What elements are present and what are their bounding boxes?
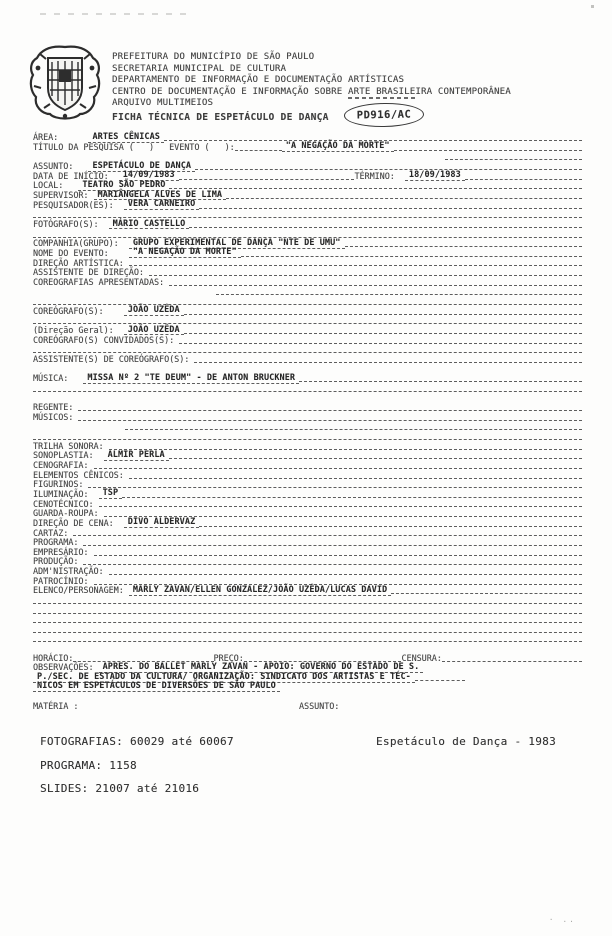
dashed-line	[179, 342, 582, 344]
field-label: GUARDA-ROUPA:	[33, 508, 104, 519]
dashed-line	[129, 264, 582, 266]
field-label: COMPANHIA(GRUPO):	[33, 238, 129, 249]
dashed-line	[94, 554, 582, 556]
form-row	[33, 538, 582, 548]
dashed-line	[149, 274, 582, 276]
dashed-line	[235, 149, 282, 151]
form-row	[33, 680, 582, 693]
field-label: TÉRMINO:	[354, 170, 405, 181]
dashed-line	[122, 496, 582, 498]
field-label: ASSISTENTE(S) DE COREÓGRAFO(S):	[33, 353, 195, 364]
form-row	[33, 432, 582, 442]
form-row	[33, 384, 582, 394]
form-row	[33, 583, 582, 596]
form-row	[33, 605, 582, 615]
stamp-dash-mark	[348, 97, 418, 99]
field-label: PESQUISADOR(ES):	[33, 199, 124, 210]
field-label: SONOPLASTIA:	[33, 450, 104, 461]
field-label: MÚSICOS:	[33, 411, 79, 422]
dashed-line	[78, 419, 582, 421]
form-row	[33, 403, 582, 413]
field-label: CENOTÉCNICO:	[33, 498, 99, 509]
dashed-line	[33, 390, 582, 392]
field-label: SUPERVISOR:	[33, 190, 94, 201]
form-row	[33, 278, 582, 288]
field-label: ÁREA:	[33, 132, 89, 143]
dashed-line	[199, 207, 582, 209]
field-value: MARIÂNGELA ALVES DE LIMA	[94, 190, 227, 201]
form-row	[33, 634, 582, 644]
dashed-line	[445, 158, 582, 160]
form-row	[33, 413, 582, 423]
field-value: "A NEGAÇÃO DA MORTE"	[282, 141, 394, 152]
dashed-line	[442, 660, 582, 662]
form-row	[33, 644, 582, 654]
field-value: JOÃO UZÊDA	[124, 325, 184, 336]
dashed-line	[394, 149, 582, 151]
form-row	[33, 702, 582, 712]
field-label: NOME DO EVENTO:	[33, 247, 129, 258]
field-value: VERA CARNEIRO	[124, 199, 200, 210]
form-row	[33, 557, 582, 567]
spacer	[33, 296, 216, 297]
dashed-line	[194, 361, 582, 363]
dashed-line	[195, 168, 582, 170]
dashed-line	[129, 477, 582, 479]
org-line: PREFEITURA DO MUNICÍPIO DE SÃO PAULO	[112, 52, 315, 62]
field-label: EMPRESÁRIO:	[33, 546, 94, 557]
dashed-line	[189, 226, 582, 228]
scan-artifact-dot	[591, 5, 594, 8]
dashed-line	[169, 284, 582, 286]
field-label: DIREÇÃO ARTÍSTICA:	[33, 257, 129, 268]
dashed-line	[465, 178, 582, 180]
field-label: ASSUNTO:	[299, 701, 340, 712]
dashed-line	[169, 187, 582, 189]
field-value: TSP	[99, 488, 123, 499]
field-label: PROGRAMA:	[33, 537, 84, 548]
dashed-line	[109, 448, 582, 450]
org-line: SECRETARIA MUNICIPAL DE CULTURA	[112, 63, 287, 74]
dashed-line	[199, 525, 582, 527]
form-title: FICHA TÉCNICA DE ESPETÁCULO DE DANÇA	[112, 112, 329, 123]
form-row	[33, 140, 582, 153]
field-value: NICOS EM ESPETÁCULOS DE DIVERSÕES DE SÃO PAULO	[33, 681, 280, 692]
field-value: DIVO ALDERVAZ	[124, 517, 200, 528]
field-label: PATROCÍNIO:	[33, 575, 94, 586]
dashed-line	[241, 255, 582, 257]
dashed-line	[83, 544, 582, 546]
field-label: ELENCO/PERSONAGEM:	[33, 585, 129, 596]
form-row	[33, 371, 582, 384]
org-line: CENTRO DE DOCUMENTAÇÃO E INFORMAÇÃO SOBRE ARTE BRASILEIRA CONTEMPORÂNEA	[112, 86, 511, 97]
field-value: TEATRO SÃO PEDRO	[78, 180, 169, 191]
field-label: ASSUNTO:	[33, 161, 89, 172]
field-value: MARLY ZAVAN/ELLEN GONZALEZ/JOÃO UZÊDA/LUCAS DAVID	[129, 585, 391, 596]
dashed-line	[33, 322, 582, 324]
field-label: PRODUÇÃO:	[33, 556, 84, 567]
form-row	[33, 615, 582, 625]
slides-line: SLIDES: 21007 até 21016	[40, 782, 200, 795]
field-label: (Direção Geral):	[33, 325, 124, 336]
dashed-line	[33, 303, 582, 305]
form-row	[33, 596, 582, 606]
dashed-line	[33, 612, 582, 614]
field-label: LOCAL:	[33, 180, 79, 191]
form-row	[33, 528, 582, 538]
dashed-line	[99, 505, 582, 507]
field-value: 14/09/1983	[119, 170, 179, 181]
field-label: DATA DE INÍCIO:	[33, 170, 119, 181]
form-row	[33, 246, 582, 259]
form-row	[33, 217, 582, 230]
archive-code-stamp: PD916/AC	[344, 102, 424, 127]
field-label: ILUMINAÇÃO:	[33, 488, 99, 499]
field-label: PREÇO:	[213, 652, 244, 663]
dashed-line	[169, 457, 582, 459]
dashed-line	[33, 631, 582, 633]
form-row	[33, 516, 582, 529]
programa-line: PROGRAMA: 1158	[40, 758, 137, 772]
dashed-line	[78, 409, 582, 411]
dashed-line	[94, 467, 582, 469]
form-row	[33, 287, 582, 297]
form-row	[33, 625, 582, 635]
dashed-line	[125, 428, 583, 430]
field-label: COREÓGRAFO(S) CONVIDADOS(S):	[33, 334, 180, 345]
form-row	[33, 461, 582, 471]
field-label: MÚSICA:	[33, 373, 84, 384]
dashed-line	[33, 621, 582, 623]
dashed-line	[109, 573, 582, 575]
field-value: APRES. DO BALLET MARLY ZAVAN - APOIO: GOVERNO DO ESTADO DE S.	[99, 662, 424, 673]
form-row	[33, 355, 582, 365]
spacer	[339, 710, 582, 711]
field-value: "A NEGAÇÃO DA MORTE"	[129, 247, 241, 258]
sao-paulo-coat-of-arms	[28, 44, 102, 122]
field-label: MATÉRIA :	[33, 701, 79, 712]
form-row	[33, 323, 582, 336]
field-label: CENOGRAFIA:	[33, 460, 94, 471]
page-corner-marks: · ..	[548, 915, 576, 924]
dashed-line	[83, 563, 582, 565]
dashed-line	[226, 197, 582, 199]
form-row	[33, 487, 582, 500]
dashed-line	[184, 313, 582, 315]
form-rows	[33, 130, 582, 712]
registry-footer	[40, 735, 582, 806]
form-row	[33, 567, 582, 577]
dashed-line	[216, 293, 582, 295]
org-lines	[112, 52, 582, 110]
side-note: Espetáculo de Dança - 1983	[376, 735, 556, 748]
scan-artifact	[40, 13, 190, 15]
spacer	[280, 691, 461, 692]
dashed-line	[345, 245, 583, 247]
form-row	[33, 470, 582, 480]
field-label: ASSISTENTE DE DIREÇÃO:	[33, 267, 149, 278]
form-row	[33, 200, 582, 210]
field-label: FOTÓGRAFO(S):	[33, 219, 109, 229]
form-row	[33, 548, 582, 558]
field-label: FIGURINOS:	[33, 479, 89, 490]
field-label: ADM'NISTRAÇÃO:	[33, 566, 109, 577]
field-label: COREOGRAFIAS APRESENTADAS:	[33, 276, 170, 287]
dashed-line	[184, 332, 582, 334]
dashed-line	[88, 486, 582, 488]
fotografias-line: FOTOGRAFIAS: 60029 até 60067	[40, 735, 234, 748]
spacer	[33, 653, 582, 654]
dashed-line	[299, 380, 582, 382]
field-value: P./SEC. DE ESTADO DA CULTURA/ ORGANIZAÇÃO: SINDICATO DOS ARTISTAS E TÉC-	[33, 672, 415, 683]
field-value: ESPETÁCULO DE DANÇA	[88, 161, 195, 172]
dashed-line	[73, 534, 582, 536]
dashed-line	[391, 592, 582, 594]
field-label: TRILHA SONORA:	[33, 440, 109, 451]
dashed-line	[33, 602, 582, 604]
field-value: GRUPO EXPERIMENTAL DE DANÇA "NTE DE UMU"	[129, 238, 345, 249]
spacer	[78, 710, 299, 711]
spacer	[33, 431, 125, 432]
form-row	[33, 304, 582, 317]
field-label: ELEMENTOS CÊNICOS:	[33, 469, 129, 480]
form-row	[33, 422, 582, 432]
dashed-line	[33, 438, 582, 440]
field-label: CARTAZ:	[33, 527, 74, 538]
field-label: TÍTULO DA PESQUISA ( ) EVENTO ( ):	[33, 141, 235, 152]
field-value: MISSA Nº 2 "TE DEUM" - DE ANTON BRUCKNER	[83, 373, 299, 384]
dashed-line	[33, 640, 582, 642]
field-value: ALMIR PERLA	[104, 450, 169, 461]
dashed-line	[415, 679, 465, 681]
dashed-line	[33, 351, 582, 353]
field-value: JOÃO UZÊDA	[124, 305, 184, 316]
field-value: 18/09/1983	[405, 170, 465, 181]
form-row	[33, 448, 582, 461]
field-label: CENSURA:	[401, 652, 442, 663]
field-label: HORÁCIO:	[33, 652, 74, 663]
field-label: OBSERVAÇÕES:	[33, 662, 99, 673]
org-line: DEPARTAMENTO DE INFORMAÇÃO E DOCUMENTAÇÃO ARTÍSTICAS	[112, 75, 405, 86]
form-row	[33, 335, 582, 345]
field-value: ARTES CÊNICAS	[88, 132, 164, 143]
field-label: REGENTE:	[33, 402, 79, 413]
field-label: DIREÇÃO DE CENA:	[33, 517, 124, 528]
form-row	[33, 499, 582, 509]
form-row	[33, 393, 582, 403]
spacer	[33, 402, 582, 403]
dashed-line	[179, 178, 355, 180]
org-line: ARQUIVO MULTIMEIOS	[112, 98, 214, 109]
field-label: COREÓGRAFO(S):	[33, 305, 124, 316]
field-value: MÁRIO CASTELLO	[109, 219, 190, 230]
